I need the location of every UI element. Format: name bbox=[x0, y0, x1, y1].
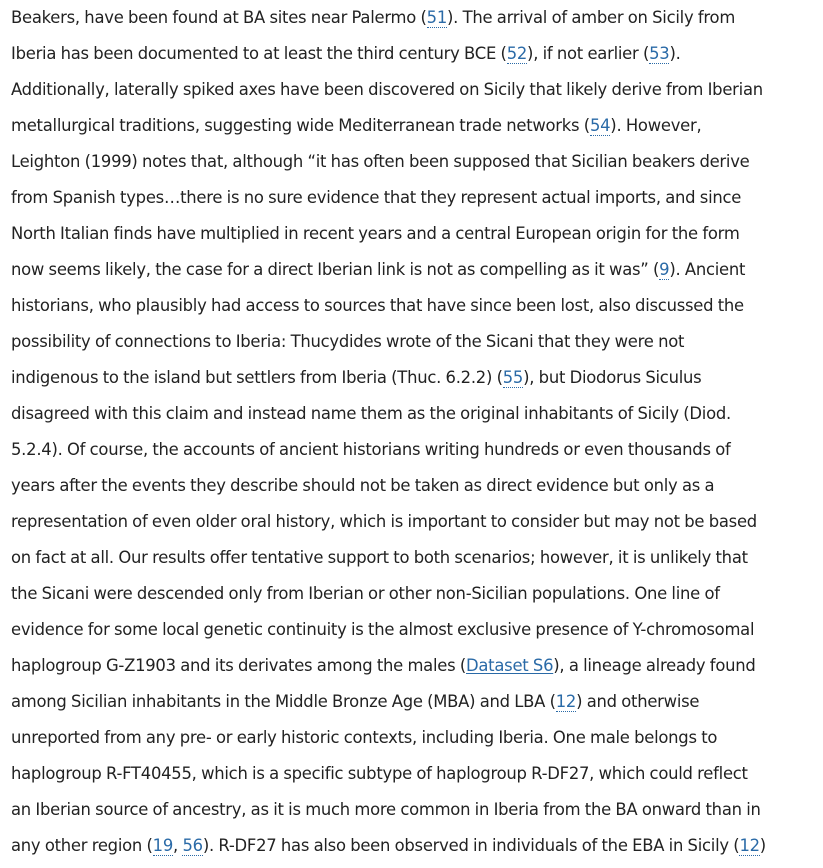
text-segment: any other region ( bbox=[11, 836, 153, 855]
text-segment: years after the events they describe should not be taken as direct evidence but only as a bbox=[11, 476, 715, 495]
text-segment: ). Ancient bbox=[669, 260, 746, 279]
text-line bbox=[11, 648, 821, 684]
text-line bbox=[11, 756, 821, 792]
dataset-link[interactable]: Dataset S6 bbox=[466, 656, 554, 675]
text-line bbox=[11, 108, 821, 144]
text-segment: now seems likely, the case for a direct Iberian link is not as compelling as it was” ( bbox=[11, 260, 660, 279]
text-segment: indigenous to the island but settlers from Iberia (Thuc. 6.2.2) ( bbox=[11, 368, 503, 387]
citation-link[interactable]: 12 bbox=[739, 836, 760, 855]
text-line bbox=[11, 252, 821, 288]
text-segment: ) and otherwise bbox=[576, 692, 700, 711]
text-segment: ), if not earlier ( bbox=[527, 44, 650, 63]
text-segment: , bbox=[173, 836, 183, 855]
text-segment: ). R-DF27 has also been observed in individuals of the EBA in Sicily ( bbox=[202, 836, 740, 855]
text-line bbox=[11, 684, 821, 720]
text-line bbox=[11, 72, 821, 108]
text-line bbox=[11, 612, 821, 648]
text-segment: ). bbox=[669, 44, 681, 63]
text-line bbox=[11, 324, 821, 360]
text-segment: haplogroup R-FT40455, which is a specific subtype of haplogroup R-DF27, which could reflect bbox=[11, 764, 748, 783]
text-line bbox=[11, 720, 821, 756]
text-line bbox=[11, 360, 821, 396]
text-segment: ) bbox=[759, 836, 766, 855]
citation-link[interactable]: 52 bbox=[506, 44, 528, 63]
article-paragraph bbox=[11, 0, 821, 864]
text-segment: possibility of connections to Iberia: Thucydides wrote of the Sicani that they were not bbox=[11, 332, 685, 351]
text-segment: haplogroup G-Z1903 and its derivates among the males ( bbox=[11, 656, 467, 675]
citation-link[interactable]: 53 bbox=[649, 44, 670, 63]
citation-link[interactable]: 19 bbox=[152, 836, 174, 855]
citation-link[interactable]: 12 bbox=[555, 692, 577, 711]
text-segment: ), but Diodorus Siculus bbox=[523, 368, 702, 387]
text-line bbox=[11, 540, 821, 576]
text-segment: among Sicilian inhabitants in the Middle Bronze Age (MBA) and LBA ( bbox=[11, 692, 556, 711]
text-segment: unreported from any pre- or early historic contexts, including Iberia. One male belongs to bbox=[11, 728, 718, 747]
text-segment: on fact at all. Our results offer tentative support to both scenarios; however, it is unlikely that bbox=[11, 548, 748, 567]
text-segment: Beakers, have been found at BA sites near Palermo ( bbox=[11, 8, 427, 27]
text-segment: Leighton (1999) notes that, although “it has often been supposed that Sicilian beakers derive bbox=[11, 152, 750, 171]
text-line bbox=[11, 828, 821, 864]
text-segment: North Italian finds have multiplied in recent years and a central European origin for the form bbox=[11, 224, 740, 243]
text-line bbox=[11, 468, 821, 504]
citation-link[interactable]: 56 bbox=[182, 836, 203, 855]
text-line bbox=[11, 0, 821, 36]
text-segment: Iberia has been documented to at least the third century BCE ( bbox=[11, 44, 507, 63]
text-line bbox=[11, 504, 821, 540]
text-line bbox=[11, 216, 821, 252]
text-line bbox=[11, 792, 821, 828]
text-segment: ). The arrival of amber on Sicily from bbox=[447, 8, 736, 27]
text-segment: ), a lineage already found bbox=[553, 656, 756, 675]
text-segment: an Iberian source of ancestry, as it is much more common in Iberia from the BA onward than in bbox=[11, 800, 761, 819]
text-line bbox=[11, 180, 821, 216]
text-segment: representation of even older oral history, which is important to consider but may not be based bbox=[11, 512, 757, 531]
text-line bbox=[11, 396, 821, 432]
text-line bbox=[11, 144, 821, 180]
text-segment: historians, who plausibly had access to sources that have since been lost, also discussed the bbox=[11, 296, 744, 315]
text-segment: 5.2.4). Of course, the accounts of ancient historians writing hundreds or even thousands of bbox=[11, 440, 731, 459]
text-segment: disagreed with this claim and instead name them as the original inhabitants of Sicily (Diod. bbox=[11, 404, 731, 423]
citation-link[interactable]: 51 bbox=[426, 8, 448, 27]
text-line bbox=[11, 288, 821, 324]
text-segment: from Spanish types…there is no sure evidence that they represent actual imports, and since bbox=[11, 188, 742, 207]
citation-link[interactable]: 55 bbox=[502, 368, 524, 387]
text-segment: ). However, bbox=[610, 116, 702, 135]
text-line bbox=[11, 432, 821, 468]
citation-link[interactable]: 54 bbox=[589, 116, 611, 135]
text-segment: the Sicani were descended only from Iberian or other non-Sicilian populations. One line of bbox=[11, 584, 720, 603]
text-segment: Additionally, laterally spiked axes have been discovered on Sicily that likely derive from Iberian bbox=[11, 80, 763, 99]
text-line bbox=[11, 576, 821, 612]
citation-link[interactable]: 9 bbox=[659, 260, 670, 279]
text-segment: evidence for some local genetic continuity is the almost exclusive presence of Y-chromosomal bbox=[11, 620, 755, 639]
text-line bbox=[11, 36, 821, 72]
text-segment: metallurgical traditions, suggesting wide Mediterranean trade networks ( bbox=[11, 116, 590, 135]
